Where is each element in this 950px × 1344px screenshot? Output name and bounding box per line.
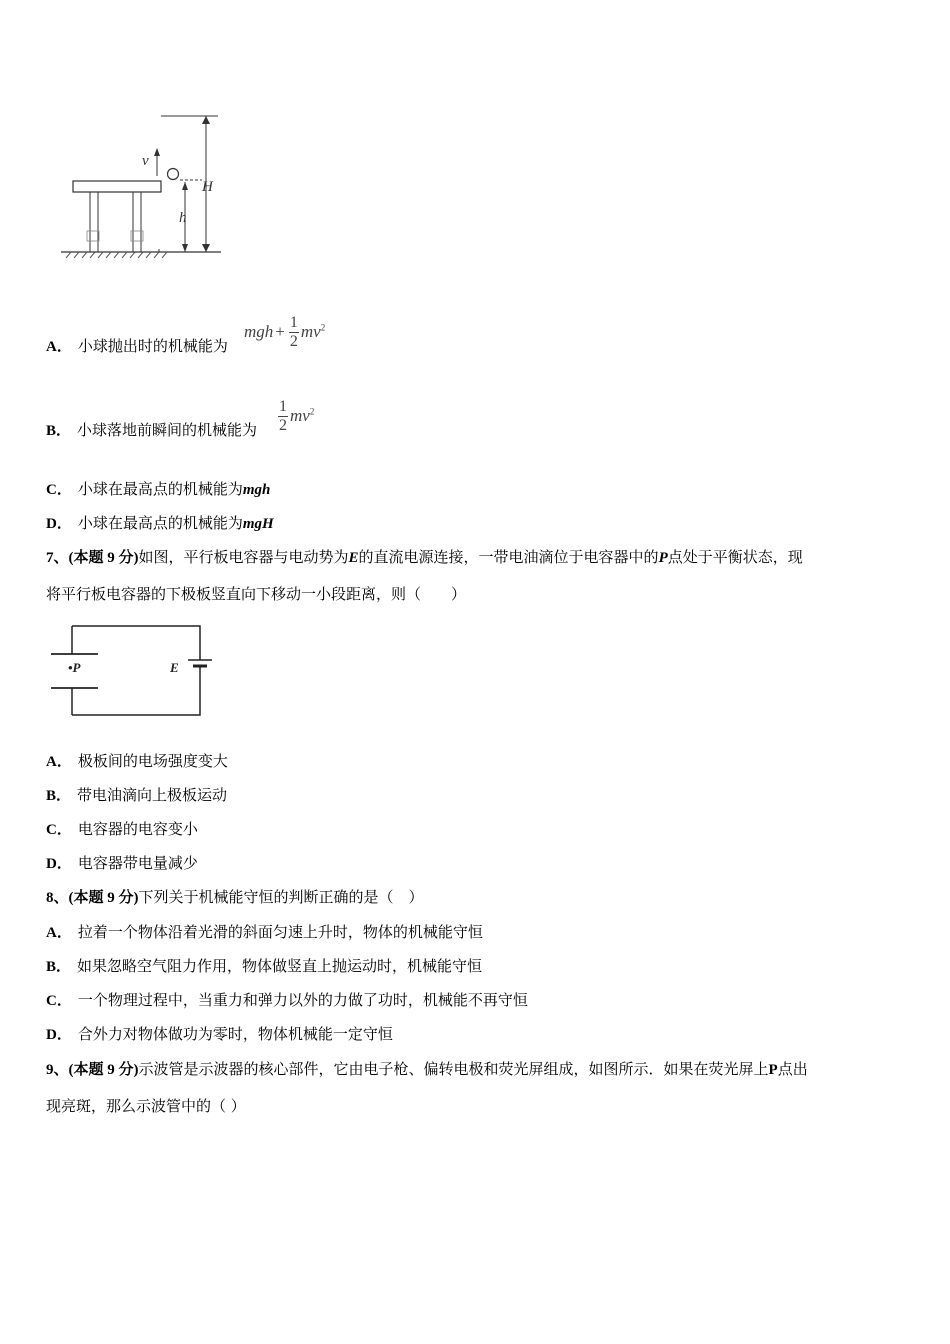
q7-option-c: C． 电容器的电容变小 (46, 820, 198, 838)
q6-option-c: C． 小球在最高点的机械能为mgh (46, 480, 271, 498)
figure-capacitor-circuit (46, 620, 221, 722)
label-emf-e: E (170, 660, 179, 675)
q8-option-c: C． 一个物理过程中，当重力和弹力以外的力做了功时，机械能不再守恒 (46, 991, 528, 1009)
q6-option-d: D． 小球在最高点的机械能为mgH (46, 514, 274, 532)
q7-option-b: B． 带电油滴向上极板运动 (46, 786, 228, 804)
q6-option-a-formula: mgh + $\frac{1}{2}$ $mv^2$ (244, 314, 326, 350)
q7-option-d: D． 电容器带电量减少 (46, 854, 198, 872)
q9-stem-line2: 现亮斑，那么示波管中的（ ） (46, 1097, 246, 1115)
q6-option-b: B． 小球落地前瞬间的机械能为 (46, 421, 258, 439)
q7-stem-line2: 将平行板电容器的下极板竖直向下移动一小段距离，则（ ） (46, 585, 467, 603)
q8-stem: 8、(本题 9 分)下列关于机械能守恒的判断正确的是（ ） (46, 888, 424, 906)
label-h: h (179, 210, 187, 226)
label-point-p: •P (68, 660, 81, 675)
q8-option-a: A． 拉着一个物体沿着光滑的斜面匀速上升时，物体的机械能守恒 (46, 923, 483, 941)
q8-option-d: D． 合外力对物体做功为零时，物体机械能一定守恒 (46, 1025, 393, 1043)
q8-option-b: B． 如果忽略空气阻力作用，物体做竖直上抛运动时，机械能守恒 (46, 957, 483, 975)
q6-option-a: A． 小球抛出时的机械能为 (46, 337, 228, 355)
label-v: v (142, 153, 149, 169)
q7-stem-line1: 7、(本题 9 分)如图，平行板电容器与电动势为E的直流电源连接，一带电油滴位于电容器中的P点处于平衡状态，现 (46, 548, 803, 566)
figure-table-ball (56, 110, 226, 262)
q6-option-b-formula: $\frac{1}{2}$ $mv^2$ (279, 398, 315, 434)
q7-option-a: A． 极板间的电场强度变大 (46, 752, 228, 770)
q9-stem-line1: 9、(本题 9 分)示波管是示波器的核心部件，它由电子枪、偏转电极和荧光屏组成，如图所示．如果在荧光屏上P点出 (46, 1060, 808, 1078)
label-H: H (202, 179, 213, 195)
